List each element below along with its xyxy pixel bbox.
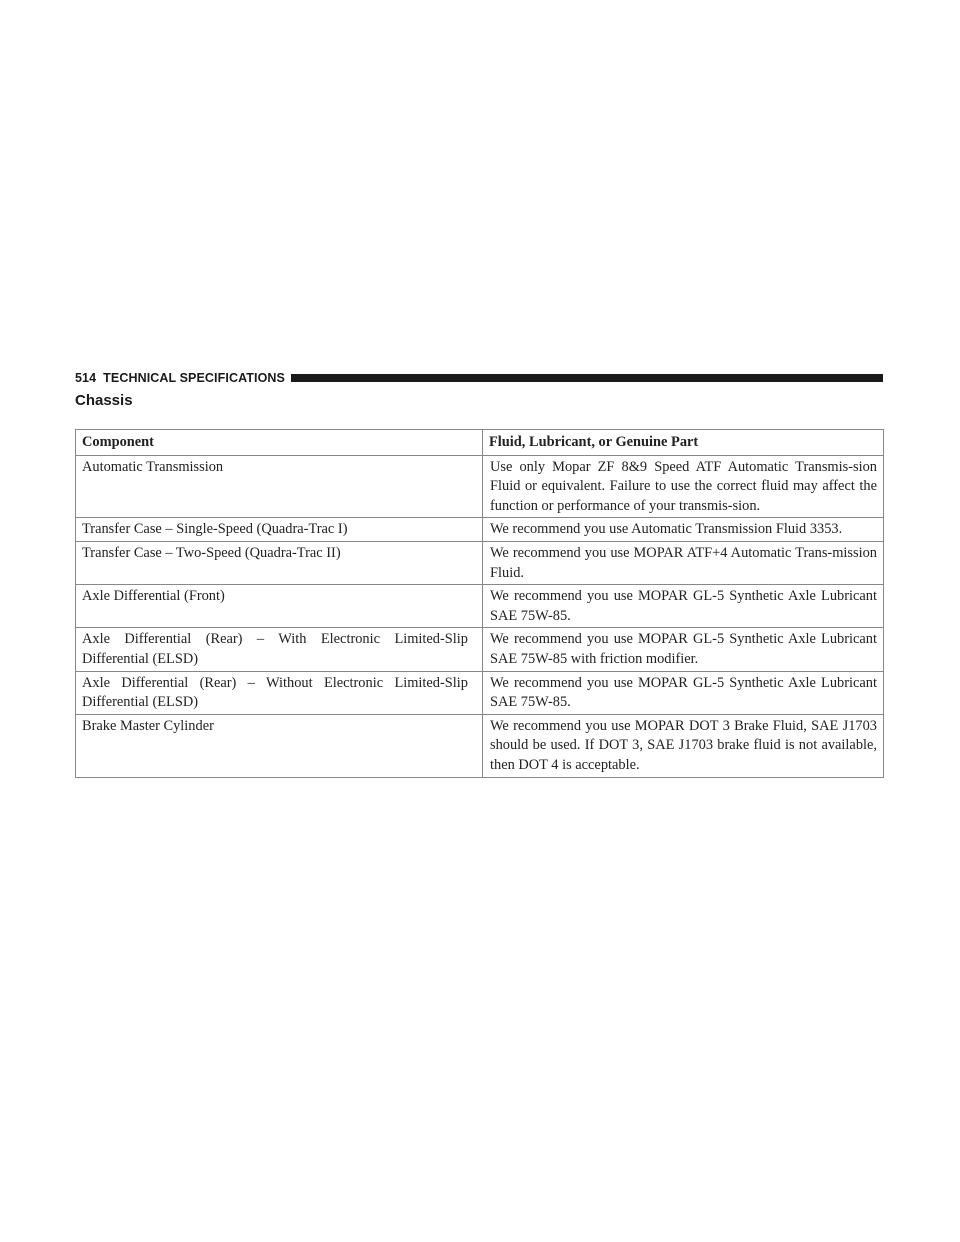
table-row — [76, 541, 884, 584]
component-cell: Brake Master Cylinder — [76, 714, 483, 777]
fluid-cell: We recommend you use MOPAR GL-5 Synthetic Axle Lubricant SAE 75W-85 with friction modifier. — [483, 628, 884, 671]
fluid-cell: We recommend you use MOPAR DOT 3 Brake Fluid, SAE J1703 should be used. If DOT 3, SAE J1703 brake fluid is not available, then DOT 4 is acceptable. — [483, 714, 884, 777]
component-cell: Transfer Case – Single-Speed (Quadra-Trac I) — [76, 518, 483, 542]
table-row — [76, 518, 884, 542]
section-heading: TECHNICAL SPECIFICATIONS — [103, 371, 285, 385]
component-cell: Automatic Transmission — [76, 455, 483, 518]
fluid-cell: We recommend you use MOPAR GL-5 Synthetic Axle Lubricant SAE 75W-85. — [483, 585, 884, 628]
fluid-cell: We recommend you use MOPAR ATF+4 Automatic Trans-mission Fluid. — [483, 541, 884, 584]
table-row — [76, 628, 884, 671]
component-cell: Axle Differential (Front) — [76, 585, 483, 628]
table-row — [76, 455, 884, 518]
page-header — [75, 370, 883, 386]
fluid-cell: We recommend you use Automatic Transmission Fluid 3353. — [483, 518, 884, 542]
column-header-component: Component — [76, 430, 483, 456]
header-rule — [291, 374, 883, 382]
fluid-cell: Use only Mopar ZF 8&9 Speed ATF Automatic Transmis-sion Fluid or equivalent. Failure to use the correct fluid may affect the function or performance of your transmis-sion. — [483, 455, 884, 518]
table-header-row — [76, 430, 884, 456]
fluid-cell: We recommend you use MOPAR GL-5 Synthetic Axle Lubricant SAE 75W-85. — [483, 671, 884, 714]
page-number: 514 — [75, 371, 97, 385]
component-cell: Transfer Case – Two-Speed (Quadra-Trac II) — [76, 541, 483, 584]
chassis-fluid-table — [75, 429, 884, 778]
table-row — [76, 671, 884, 714]
column-header-fluid: Fluid, Lubricant, or Genuine Part — [483, 430, 884, 456]
table-row — [76, 714, 884, 777]
component-cell: Axle Differential (Rear) – With Electronic Limited-Slip Differential (ELSD) — [76, 628, 483, 671]
component-cell: Axle Differential (Rear) – Without Electronic Limited-Slip Differential (ELSD) — [76, 671, 483, 714]
section-title: Chassis — [75, 392, 133, 409]
table-row — [76, 585, 884, 628]
